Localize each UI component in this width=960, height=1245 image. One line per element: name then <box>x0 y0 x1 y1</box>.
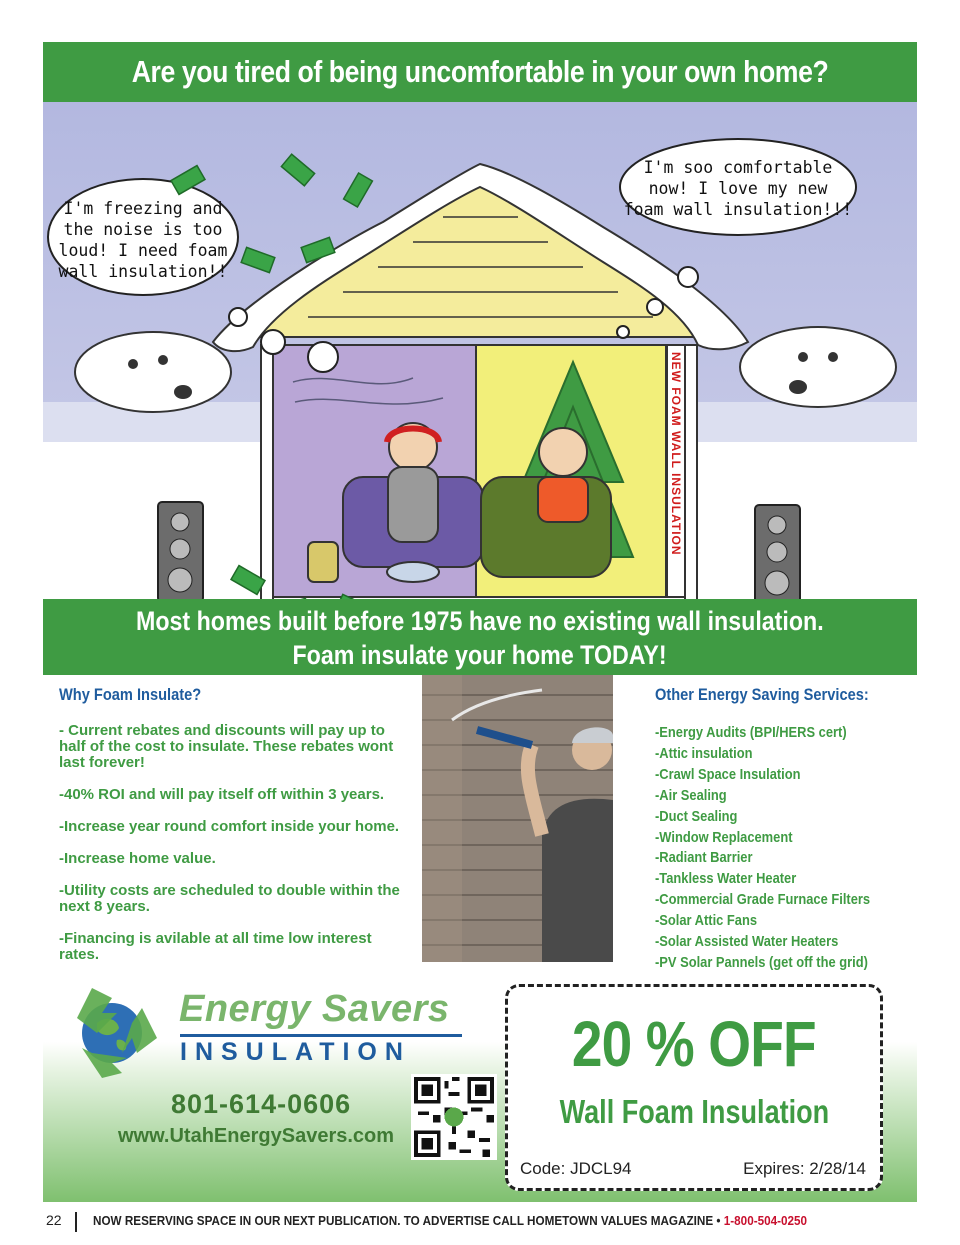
recycle-globe-logo-icon <box>57 978 167 1088</box>
subheadline-banner <box>43 599 917 675</box>
speaker-left <box>158 502 203 602</box>
bubble-left-line-3: loud! I need foam <box>58 241 228 260</box>
service-item: -Commercial Grade Furnace Filters <box>655 891 871 909</box>
speaker-right <box>755 505 800 605</box>
headline: Are you tired of being uncomfortable in your own home? <box>131 54 829 89</box>
service-item: -PV Solar Pannels (get off the grid) <box>655 953 868 971</box>
why-foam-section <box>59 685 409 979</box>
service-item: -Energy Audits (BPI/HERS cert) <box>655 724 847 741</box>
footer-phone[interactable]: 1-800-504-0250 <box>723 1213 807 1229</box>
wind-cloud-right <box>740 327 896 407</box>
subheadline-line-1: Most homes built before 1975 have no existing wall insulation. <box>136 606 824 636</box>
why-item: -Increase year round comfort inside your home. <box>59 818 400 835</box>
bubble-left-line-4: wall insulation!! <box>58 262 228 281</box>
why-item: -Increase home value. <box>59 850 216 867</box>
foam-wall-label: NEW FOAM WALL INSULATION <box>669 352 683 556</box>
service-item: -Radiant Barrier <box>655 849 753 867</box>
why-item: -Financing is avilable at all time low interest rates. <box>59 930 372 963</box>
service-item: -Air Sealing <box>655 786 727 804</box>
services-heading: Other Energy Saving Services: <box>655 685 869 704</box>
footer-message: NOW RESERVING SPACE IN OUR NEXT PUBLICATION. TO ADVERTISE CALL HOMETOWN VALUES MAGAZINE <box>92 1213 713 1229</box>
service-item: -Crawl Space Insulation <box>655 765 801 783</box>
page-number: 22 <box>46 1212 62 1229</box>
discount-coupon[interactable] <box>505 984 883 1191</box>
bubble-right-line-2: now! I love my new <box>648 179 828 198</box>
footer-divider <box>75 1212 77 1232</box>
service-item: -Window Replacement <box>655 828 793 846</box>
services-section <box>655 685 917 974</box>
footer-bullet: • <box>716 1213 721 1229</box>
coupon-discount: 20 % OFF <box>572 1008 816 1080</box>
company-tagline: INSULATION <box>180 1038 411 1066</box>
service-item: -Tankless Water Heater <box>655 870 797 888</box>
qr-code-icon[interactable] <box>411 1074 497 1160</box>
bubble-right-line-1: I'm soo comfortable <box>643 158 833 177</box>
brand-divider <box>180 1034 462 1037</box>
service-item: -Solar Assisted Water Heaters <box>655 933 839 951</box>
bubble-left-line-1: I'm freezing and <box>63 199 223 218</box>
cartoon-illustration <box>43 102 917 640</box>
why-item: -Utility costs are scheduled to double within the next 8 years. <box>59 882 400 915</box>
subheadline-line-2: Foam insulate your home TODAY! <box>292 640 668 670</box>
why-item: - Current rebates and discounts will pay up to half of the cost to insulate. These rebates wont last forever! <box>59 722 394 771</box>
company-name: Energy Savers <box>179 988 450 1030</box>
service-item: -Solar Attic Fans <box>655 912 758 930</box>
bubble-left-line-2: the noise is too <box>63 220 223 239</box>
installer-photo <box>422 675 613 962</box>
company-website[interactable]: www.UtahEnergySavers.com <box>118 1125 395 1147</box>
wind-cloud-left <box>75 332 231 412</box>
company-phone[interactable]: 801-614-0606 <box>171 1089 352 1119</box>
why-heading: Why Foam Insulate? <box>59 685 202 704</box>
service-item: -Duct Sealing <box>655 807 738 825</box>
service-item: -Attic insulation <box>655 744 753 762</box>
bubble-right-line-3: foam wall insulation!!! <box>623 200 853 219</box>
headline-banner <box>43 42 917 102</box>
advertisement <box>43 42 917 1202</box>
coupon-code: Code: JDCL94 <box>520 1159 632 1178</box>
coupon-expiry: Expires: 2/28/14 <box>743 1159 866 1178</box>
coupon-product: Wall Foam Insulation <box>559 1093 829 1130</box>
why-item: -40% ROI and will pay itself off within 3 years. <box>59 786 385 803</box>
services-list <box>655 723 917 974</box>
page-footer <box>46 1212 886 1232</box>
footer-message-wrap <box>93 1213 807 1228</box>
